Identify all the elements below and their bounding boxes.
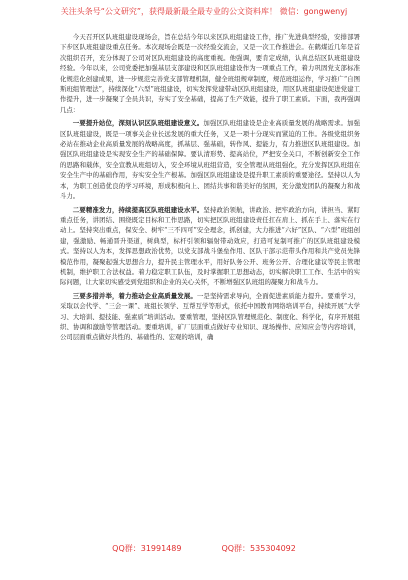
paragraph-text: 今天召开区队班组建设现场会，旨在总结今年以来区队班组建设工作，推广先进典型经验，安排部署下步区队班组建设重点任务。本次现场会既是一次经验交流会，又是一次工作推进会。在鹤煤近几年是首次组织召开，充分体现了公司对区队班组建设的高度重视。他强调，要肯定成绩，认真总结区队班组建设经验。今年以来，公司党委把加强基层支部建设和区队班组建设作为一项重点工作，着力巩固党支部标准化规范化创建成果，进一步规范完善党支部管理机制，健全班组规章制度，规范班组运作，学习推广“自图斯班组管理法”，持续深化“六型”班组建设，切实发挥党建带动区队班组建设，用区队班组建设促进党建工作提升，进一步凝聚了全员共识，夯实了安全基础，提高了生产效能，提升了职工素质。下面，我再强调几点： [60, 33, 360, 114]
paragraph-text: 一是坚持需求导向，全面促进素质能力提升。要重学习，采取以会代学、“三会一课”、班组长领学、互帮互学等形式，依托中国教育网络培训平台，持续开展“大学习、大培训、提技能、强素质”培训活动。要重管理，坚持区队管理规范化、制度化、科学化，有序开展组织、协调和激励等管理活动。要重培训，矿厂层面重点做好专业知识、现场操作、应知应会等内容培训，公司层面重点做好共性的、基础性的、宏观的培训，确 [60, 291, 361, 342]
paragraph [60, 291, 360, 343]
paragraph-text: 坚持政治领航，讲政治、把牢政治方向，讲担当、紧盯重点任务，讲团结、围绕既定目标和工作思路，切实把区队班组建设责任扛在肩上、抓在手上、落实在行动上。坚持突出重点，保安全、树牢“三不四可”安全理念，抓创建，大力推进“六好”区队、“六型”班组创建，强激励、畅通晋升渠道，树典型，标杆引领和辐射带动效应，打造可复制可推广的区队班组建设模式。坚持以人为本，发挥思想政治优势，以党支部战斗堡垒作用、区队干部示范带头作用和共产党员先锋模范作用，凝聚起强大思想合力，提升民主管理水平，用好队务公开、班务公开、合理化建议等民主管理机制，维护职工合法权益。着力稳定职工队伍，及时掌握职工思想动态，切实解决职工工作、生活中的实际问题，让大家切实感受到党组织和企业的关心关怀，不断增强区队班组的凝聚力和战斗力。 [60, 205, 361, 287]
qq-group-2: QQ群：535304092 [221, 544, 296, 553]
paragraph-heading: 三要多措并举，着力推动企业高质量发展。 [72, 291, 197, 300]
paragraph [60, 205, 360, 288]
promo-banner: 关注头条号“公文研究”，获得最新最全最专业的公文资料库！ 微信：gongwenyj [60, 7, 348, 16]
footer-contact [0, 543, 408, 554]
paragraph-heading: 二要精准发力，持续提高区队班组建设水平。 [72, 205, 204, 214]
paragraph [60, 118, 360, 201]
paragraph-heading: 一要提升站位，深刻认识区队班组建设意义。 [72, 119, 204, 128]
document-body [60, 32, 360, 346]
paragraph [60, 32, 360, 115]
qq-group-1: QQ群：31991489 [112, 544, 182, 553]
paragraph-text: 加强区队班组建设是企业高质量发展的战略需求。加强区队班组建设，既是一项事关企业长远发展的重大任务，又是一项十分现实而紧迫的工作。各级党组织务必站在推动企业高质量发展的战略高度，抓基层、强基础，转作风、提能力，有力推进区队班组建设。加强区队班组建设是实现安全生产的基础保障。要认清形势、提高站位，严把安全关口，不断创新安全工作的思路和载体，安全宣教从班组切入，安全环境从班组营造，安全管理从班组强化，充分发挥区队班组在安全生产中的基础作用，夯实安全生产根基。加强区队班组建设是提升职工素质的重要途径。坚持以人为本，为职工创造优良的学习环境，形成积极向上、团结共事和谐美好的氛围，充分激发团队的凝聚力和战斗力。 [60, 119, 361, 201]
